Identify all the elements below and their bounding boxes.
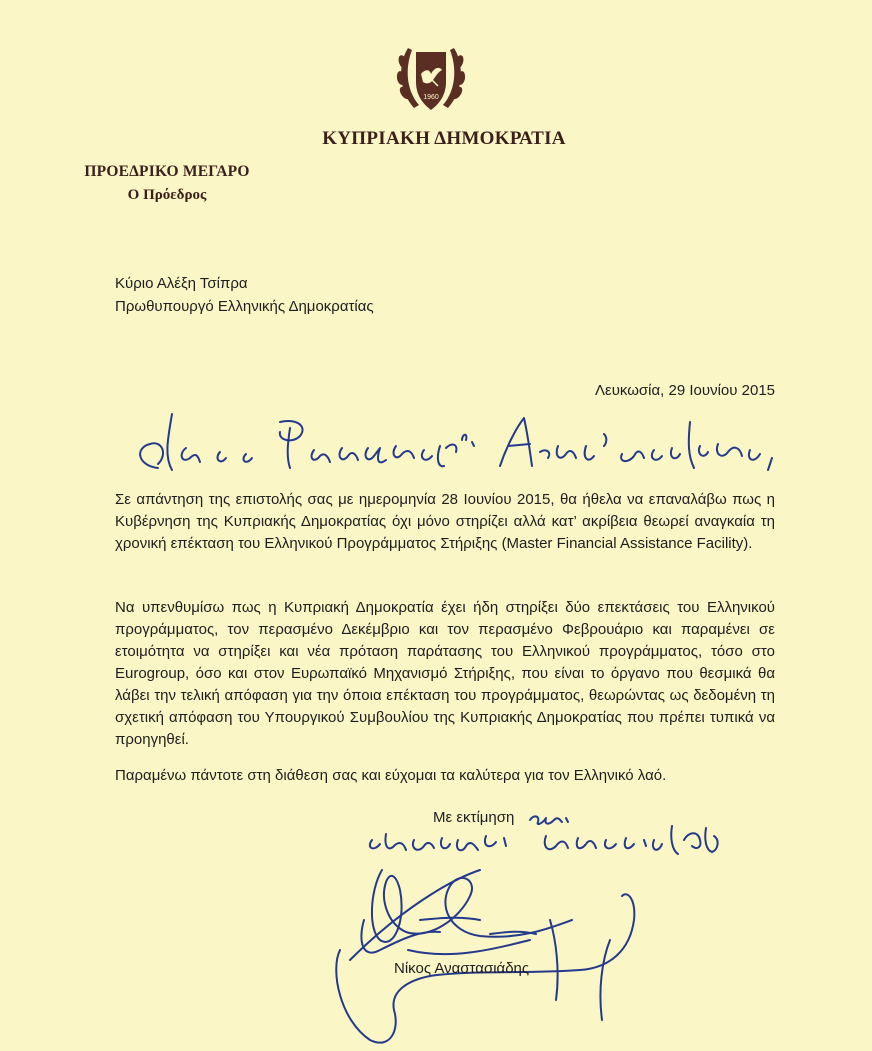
signature: [310, 800, 730, 1050]
office-title: ΠΡΟΕΔΡΙΚΟ ΜΕΓΑΡΟ: [84, 163, 250, 180]
paragraph-1: Σε απάντηση της επιστολής σας με ημερομηνία 28 Ιουνίου 2015, θα ήθελα να επαναλάβω πως η Κυβέρνηση της Κυπριακής Δημοκρατίας όχι μόνο στηρίζει αλλά κατ’ ακρίβεια θεωρεί αναγκαία τη χρονική επέκταση του Ελληνικού Προγράμματος Στήριξης (Master Financial Assistance Facility).: [115, 491, 775, 552]
office-subtitle: Ο Πρόεδρος: [127, 187, 207, 203]
coat-of-arms-emblem: [392, 40, 470, 124]
signer-name: Νίκος Αναστασιάδης: [394, 960, 530, 977]
emblem-year: 1960: [423, 94, 439, 101]
paragraph-3: Παραμένω πάντοτε στη διάθεση σας και εύχομαι τα καλύτερα για τον Ελληνικό λαό.: [115, 767, 667, 784]
recipient-block: [115, 272, 374, 318]
recipient-title: Πρωθυπουργό Ελληνικής Δημοκρατίας: [115, 298, 374, 315]
republic-heading: ΚΥΠΡΙΑΚΗ ΔΗΜΟΚΡΑΤΙΑ: [322, 128, 566, 149]
closing-phrase: Με εκτίμηση: [433, 809, 515, 826]
handwritten-salutation: [128, 408, 788, 480]
letter-date: Λευκωσία, 29 Ιουνίου 2015: [594, 382, 775, 399]
office-block: [64, 163, 270, 204]
recipient-name: Κύριο Αλέξη Τσίπρα: [115, 275, 248, 292]
paragraph-2: Να υπενθυμίσω πως η Κυπριακή Δημοκρατία έχει ήδη στηρίξει δύο επεκτάσεις του Ελληνικού προγράμματος, τον περασμένο Δεκέμβριο και τον περασμένο Φεβρουάριο και παραμένει σε ετοιμότητα να στηρίξει και νέα πρόταση παράτασης του Ελληνικού προγράμματος, τόσο στο Eurogroup, όσο και στον Ευρωπαϊκό Μηχανισμό Στήριξης, που είναι το όργανο που θεσμικά θα λάβει την τελική απόφαση για την όποια επέκταση του προγράμματος, θεωρώντας ως δεδομένη τη σχετική απόφαση του Υπουργικού Συμβουλίου της Κυπριακής Δημοκρατίας που πρέπει τυπικά να προηγηθεί.: [115, 599, 775, 748]
